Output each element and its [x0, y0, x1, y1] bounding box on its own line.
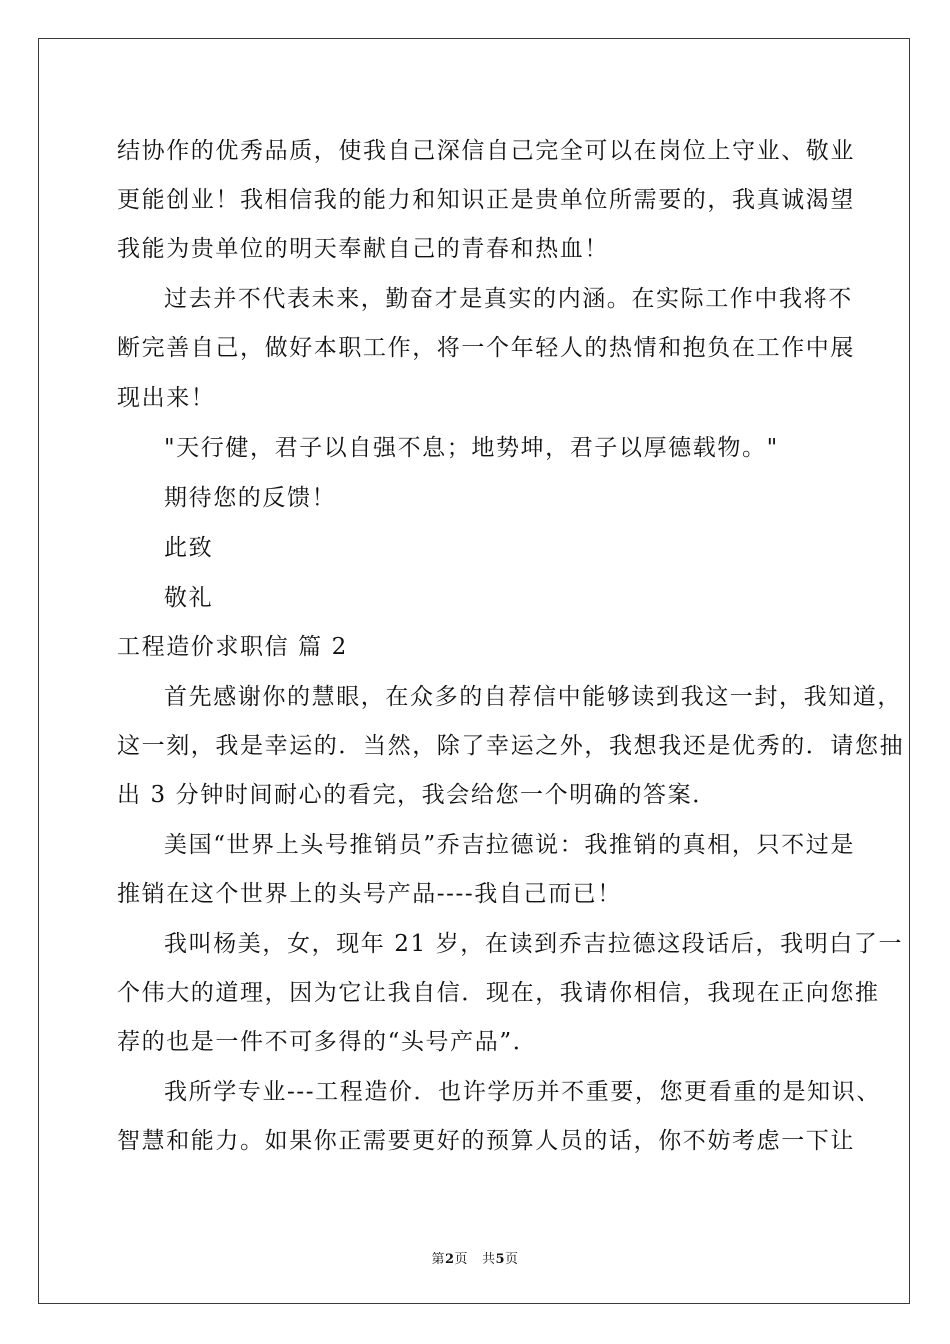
body-line: 美国“世界上头号推销员”乔吉拉德说：我推销的真相，只不过是	[164, 832, 855, 858]
total-suffix: 页	[505, 1252, 519, 1267]
body-line: 结协作的优秀品质，使我自己深信自己完全可以在岗位上守业、敬业	[117, 138, 855, 164]
body-line: 过去并不代表未来，勤奋才是真实的内涵。在实际工作中我将不	[164, 286, 853, 312]
page-suffix: 页	[454, 1252, 469, 1267]
total-prefix: 共	[481, 1252, 496, 1267]
body-line: 期待您的反馈！	[164, 485, 337, 511]
body-line: 我所学专业---工程造价．也许学历并不重要，您更看重的是知识、	[164, 1079, 881, 1105]
body-line: 这一刻，我是幸运的．当然，除了幸运之外，我想我还是优秀的．请您抽	[117, 733, 905, 759]
body-line: 推销在这个世界上的头号产品----我自己而已！	[117, 881, 622, 907]
body-line: 断完善自己，做好本职工作，将一个年轻人的热情和抱负在工作中展	[117, 335, 855, 361]
section-heading: 工程造价求职信 篇 2	[117, 634, 348, 660]
total-pages: 5	[495, 1252, 506, 1267]
body-line: 荐的也是一件不可多得的“头号产品”．	[117, 1029, 538, 1055]
body-line: 现出来！	[117, 385, 216, 411]
body-line: 出 3 分钟时间耐心的看完，我会给您一个明确的答案．	[117, 782, 717, 808]
closing-line: 敬礼	[164, 585, 214, 611]
closing-line: 此致	[164, 535, 214, 561]
body-line: 智慧和能力。如果你正需要更好的预算人员的话，你不妨考虑一下让	[117, 1128, 855, 1154]
page-number: 2	[444, 1252, 455, 1267]
body-line: 首先感谢你的慧眼，在众多的自荐信中能够读到我这一封，我知道，	[164, 684, 902, 710]
quote-line: "天行健，君子以自强不息；地势坤，君子以厚德载物。"	[164, 435, 779, 461]
page-prefix: 第	[431, 1252, 445, 1267]
body-line: 个伟大的道理，因为它让我自信．现在，我请你相信，我现在正向您推	[117, 980, 880, 1006]
body-line: 我能为贵单位的明天奉献自己的青春和热血！	[117, 236, 609, 262]
body-line: 更能创业！我相信我的能力和知识正是贵单位所需要的，我真诚渴望	[117, 187, 855, 213]
page-footer	[0, 1248, 950, 1267]
page-border	[38, 38, 910, 1304]
body-line: 我叫杨美，女，现年 21 岁，在读到乔吉拉德这段话后，我明白了一	[164, 931, 904, 957]
